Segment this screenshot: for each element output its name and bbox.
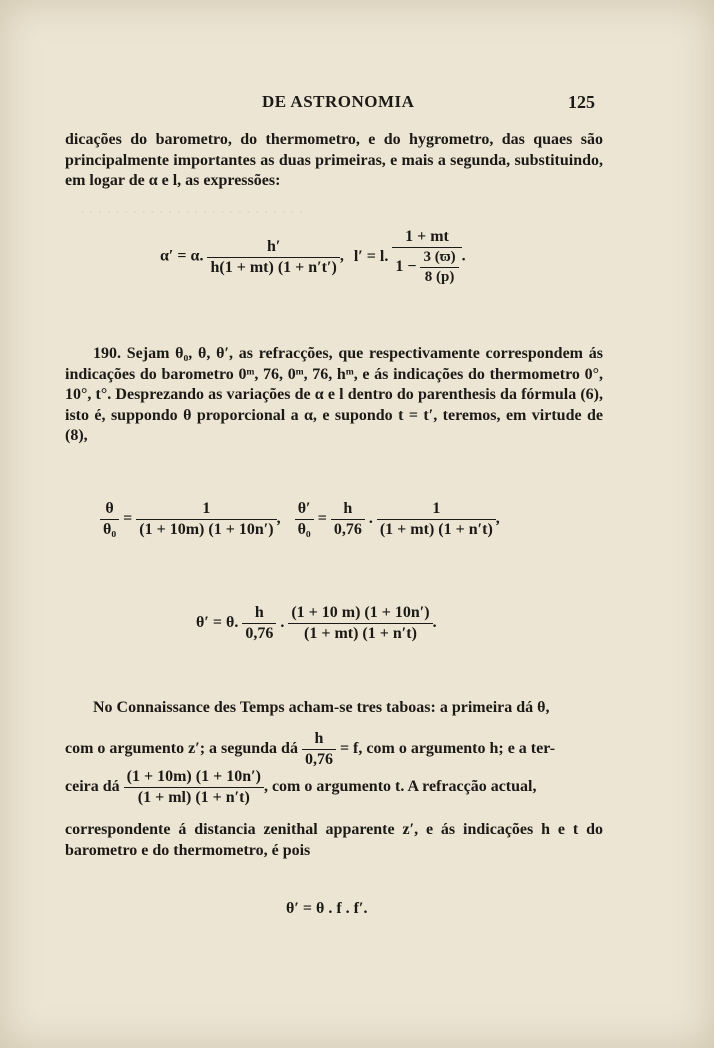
- paragraph-2: 190. Sejam θ₀, θ, θ′, as refracções, que respectivamente correspondem ás indicações do barometro 0ᵐ, 76, 0ᵐ, 76, hᵐ, e ás indicações do thermometro 0°, 10°, t°. Desprezando as variações de α e l dentro do parenthesis da fórmula (6), isto é, suppondo θ proporcional a α, e supondo t = t′, teremos, em virtude de (8),: [65, 345, 603, 444]
- eq2-f2-num: 1: [202, 500, 211, 517]
- running-title: DE ASTRONOMIA: [262, 92, 415, 111]
- equation-1: [160, 228, 466, 286]
- eq2-f1-den: θ₀: [100, 519, 119, 539]
- eq2-f3-num: θ′: [297, 500, 311, 517]
- eq2-f5-den: (1 + mt) (1 + n′t): [377, 519, 496, 539]
- paragraph-1: dicações do barometro, do thermometro, e do hygrometro, das quaes são principalmente importantes as duas primeiras, e mais a segunda, substituindo, em logar de α e l, as expressões:: [65, 131, 603, 189]
- eq1-end: .: [461, 247, 466, 265]
- line4-text-a: com o argumento z′; a segunda dá: [65, 740, 298, 758]
- eq1-small-den: 8 (p): [420, 267, 458, 286]
- eq3-f1-den: 0,76: [242, 623, 276, 643]
- eq3-frac-1: [242, 604, 276, 643]
- eq2-f4-den: 0,76: [331, 519, 365, 539]
- eq1-small-num: 3 (ϖ): [423, 249, 456, 265]
- eq1-num-alpha: h′: [266, 237, 281, 255]
- eq2-frac-3: [295, 500, 314, 539]
- eq2-f1-num: θ: [105, 500, 114, 517]
- line5-num: (1 + 10m) (1 + 10n′): [126, 768, 261, 785]
- eq2-dot: .: [368, 510, 373, 528]
- eq1-den-alpha: h(1 + mt) (1 + n′t′): [207, 257, 339, 277]
- eq3-f2-num: (1 + 10 m) (1 + 10n′): [291, 604, 430, 621]
- eq1-den-prefix: 1 −: [395, 258, 417, 276]
- equation-final: θ′ = θ . f . f′.: [286, 900, 368, 917]
- paragraph-3: No Connaissance des Temps acham-se tres taboas: a primeira dá θ,: [93, 699, 550, 716]
- equation-2: [100, 500, 500, 539]
- line5-frac: [124, 768, 264, 807]
- eq2-f2-den: (1 + 10m) (1 + 10n′): [136, 519, 276, 539]
- eq1-sep: ,: [339, 247, 344, 265]
- line4-num: h: [314, 730, 324, 747]
- eq3-frac-2: [288, 604, 432, 643]
- eq2-frac-2: [136, 500, 276, 539]
- eq1-frac-l: [392, 228, 461, 286]
- eq2-equals-1: =: [123, 510, 133, 528]
- text-line-4: [65, 730, 605, 769]
- eq2-frac-4: [331, 500, 365, 539]
- equation-3: [196, 604, 437, 643]
- page-header: [0, 88, 714, 118]
- eq2-f4-num: h: [343, 500, 353, 517]
- line5-text-a: ceira dá: [65, 778, 120, 796]
- eq1-frac-alpha: [207, 238, 339, 277]
- eq2-equals-2: =: [317, 510, 327, 528]
- eq1-num-l: 1 + mt: [405, 228, 449, 245]
- bleed-through-text: · · · · · · · · · · · · · · · · · · · · · · · · · ·: [80, 205, 304, 221]
- eq2-end: ,: [495, 510, 500, 528]
- eq1-lhs-alpha: α′ = α.: [160, 247, 204, 265]
- eq3-f2-den: (1 + mt) (1 + n′t): [288, 623, 432, 643]
- page-number: 125: [568, 92, 595, 112]
- line4-frac: [302, 730, 336, 769]
- paragraph-5: correspondente á distancia zenithal apparente z′, e ás indicações h e t do barometro e do thermometro, é pois: [65, 821, 603, 859]
- eq2-f3-den: θ₀: [295, 519, 314, 539]
- eq1-lhs-l: l′ = l.: [353, 247, 389, 265]
- eq2-sep: ,: [276, 510, 281, 528]
- eq3-end: .: [432, 614, 437, 632]
- eq3-dot: .: [280, 614, 285, 632]
- line5-den: (1 + ml) (1 + n′t): [124, 787, 264, 807]
- text-line-5: [65, 768, 605, 807]
- eq1-small-frac: [420, 249, 458, 286]
- eq2-f5-num: 1: [432, 500, 441, 517]
- line5-text-b: , com o argumento t. A refracção actual,: [263, 778, 537, 796]
- eq2-frac-5: [377, 500, 496, 539]
- line4-den: 0,76: [302, 749, 336, 769]
- eq3-lhs: θ′ = θ.: [196, 614, 239, 632]
- line4-text-b: = f, com o argumento h; e a ter-: [339, 740, 556, 758]
- eq3-f1-num: h: [254, 604, 264, 621]
- eq2-frac-1: [100, 500, 119, 539]
- eq1-den-l: [392, 247, 461, 286]
